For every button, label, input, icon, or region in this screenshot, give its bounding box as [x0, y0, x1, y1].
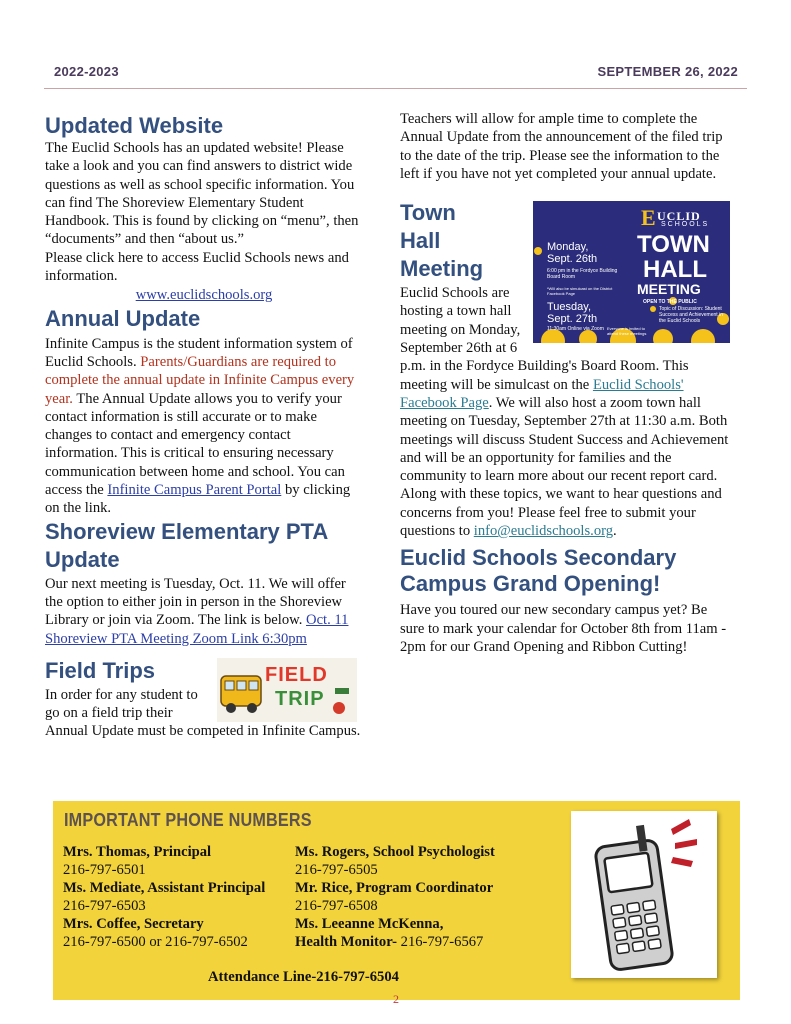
town-hall-section	[400, 199, 730, 540]
secondary-campus-body: Have you toured our new secondary campus yet? Be sure to mark your calendar for October 8th from 11am - 2pm for our Grand Opening and Ribbon Cutting!	[400, 602, 727, 655]
town-hall-text3: .	[613, 523, 617, 540]
flyer-logo-e: E	[641, 205, 656, 231]
parent-portal-link[interactable]: Infinite Campus Parent Portal	[107, 482, 282, 499]
phone-numbers-title: IMPORTANT PHONE NUMBERS	[64, 810, 312, 830]
flyer-meeting: MEETING	[637, 281, 701, 298]
annual-update-heading: Annual Update	[45, 305, 201, 331]
left-column	[45, 110, 363, 741]
contact-number: 216-797-6508	[295, 898, 378, 914]
contact-name: Ms. Mediate, Assistant Principal	[63, 880, 266, 896]
right-intro-text: Teachers will allow for ample time to complete the Annual Update from the announcement of the filed trip to the date of the trip. Please see the information to the left if you have not yet completed your annual update.	[400, 111, 723, 182]
updated-website-body2: Please click here to access Euclid Schools news and information.	[45, 249, 349, 285]
pta-text: Our next meeting is Tuesday, Oct. 11. We will offer the option to either join in person in the Shoreview Library or join via Zoom. The link is below.	[45, 575, 346, 629]
website-link[interactable]: www.euclidschools.org	[135, 287, 273, 304]
phone-list-left	[63, 843, 265, 951]
issue-date: SEPTEMBER 26, 2022	[597, 64, 738, 79]
contact-name: Ms. Rogers, School Psychologist	[295, 844, 495, 860]
pta-heading: Shoreview Elementary PTA Update	[45, 518, 328, 572]
annual-update-text2: The Annual Update allows you to verify your contact information is still accurate or to make changes to contact and emergency contact information. This is critical to ensuring necessary communication between home and school. You can access the	[45, 390, 345, 499]
annual-update-required-text: Parents/Guardians are required to complete the annual update in Infinite Campus every year.	[45, 353, 355, 407]
contact-name: Mrs. Coffee, Secretary	[63, 916, 204, 932]
annual-update-text: Infinite Campus is the student information system of Euclid Schools.	[45, 335, 353, 370]
updated-website-body: The Euclid Schools has an updated website! Please take a look and you can find answers to district wide questions as well as school specific information. You can find The Shoreview Elementary Student Handbook. This is found by clicking on “menu”, then “documents” and then “about us.”	[45, 140, 359, 248]
cell-phone-image	[571, 811, 717, 978]
annual-update-body	[45, 335, 363, 518]
facebook-page-link[interactable]: Euclid Schools' Facebook Page	[400, 376, 684, 411]
contact-number: 216-797-6505	[295, 862, 378, 878]
updated-website-section	[45, 139, 363, 305]
field-trips-section	[45, 658, 363, 741]
health-monitor-line	[295, 933, 495, 951]
flyer-sept26: Sept. 26th	[547, 253, 598, 266]
field-trip-image-text1: FIELD	[265, 663, 328, 686]
header-divider	[44, 88, 747, 89]
field-trip-image	[217, 658, 357, 722]
flyer-monday-detail: 6:00 pm in the Fordyce Building Board Room	[547, 268, 618, 281]
town-hall-text2: . We will also host a zoom town hall meeting on Tuesday, September 27th at 11:30 a.m. Both meetings will discuss Student Success and Achievement and will be an opportunity for families and the community to learn more about our recent report card. Along with these topics, we want to hear questions and concerns from you! Please feel free to submit your questions to	[400, 394, 729, 540]
contact-number: 216-797-6501	[63, 862, 146, 878]
annual-update-text3: by clicking on the link.	[45, 482, 351, 517]
page-number: 2	[393, 992, 399, 1006]
flyer-hall: HALL	[643, 256, 707, 284]
flyer-sept27: Sept. 27th	[547, 313, 598, 326]
secondary-campus-heading: Euclid Schools Secondary Campus Grand Opening!	[400, 545, 677, 597]
cell-phone-icon	[571, 811, 717, 978]
contact-number: 216-797-6503	[63, 898, 146, 914]
flyer-topic: Topic of Discussion: Student Success and Achievement in the Euclid Schools	[659, 306, 723, 325]
health-monitor-number: 216-797-6567	[397, 934, 484, 950]
town-hall-flyer	[533, 201, 730, 343]
health-monitor-label: Health Monitor-	[295, 934, 397, 950]
contact-name: Mr. Rice, Program Coordinator	[295, 880, 494, 896]
flyer-monday: Monday,	[547, 241, 589, 254]
phone-numbers-box	[53, 801, 740, 1000]
right-column	[400, 110, 730, 656]
contact-name: Mrs. Thomas, Principal	[63, 844, 212, 860]
flyer-open: OPEN TO THE PUBLIC	[643, 299, 697, 306]
field-trips-body: In order for any student to go on a field trip their Annual Update must be competed in Infinite Campus.	[45, 686, 361, 740]
town-hall-text: Euclid Schools are hosting a town hall meeting on Monday, September 26th at 6 p.m. in the Fordyce Building's Board Room. This meeting will be simulcast on the	[400, 285, 689, 393]
field-trip-image-text2: TRIP	[275, 687, 325, 710]
school-year: 2022-2023	[54, 64, 119, 79]
flyer-tuesday-detail: 11:30am Online via Zoom	[547, 326, 604, 333]
pta-body	[45, 575, 363, 648]
contact-name: Ms. Leeanne McKenna,	[295, 916, 444, 932]
attendance-line: Attendance Line-216-797-6504	[208, 969, 399, 985]
flyer-tuesday-note: Everyone is invited to attend these meetings	[607, 326, 647, 337]
field-trips-heading: Field Trips	[45, 657, 156, 683]
email-link[interactable]: info@euclidschools.org	[473, 523, 614, 540]
contact-number: 216-797-6500 or 216-797-6502	[63, 934, 248, 950]
flyer-monday-note: *Will also be simulcast on the District Facebook Page	[547, 286, 613, 297]
flyer-tuesday: Tuesday,	[547, 301, 592, 314]
website-link-row	[45, 286, 363, 304]
flyer-town: TOWN	[637, 231, 710, 259]
town-hall-heading: Town Hall Meeting	[400, 200, 484, 282]
updated-website-heading: Updated Website	[45, 113, 224, 138]
flyer-logo-bottom: SCHOOLS	[661, 221, 710, 229]
pta-zoom-link[interactable]: Oct. 11 Shoreview PTA Meeting Zoom Link 6:30pm	[45, 612, 349, 647]
flyer-logo-top: UCLID	[657, 209, 701, 224]
phone-list-right	[295, 843, 495, 951]
